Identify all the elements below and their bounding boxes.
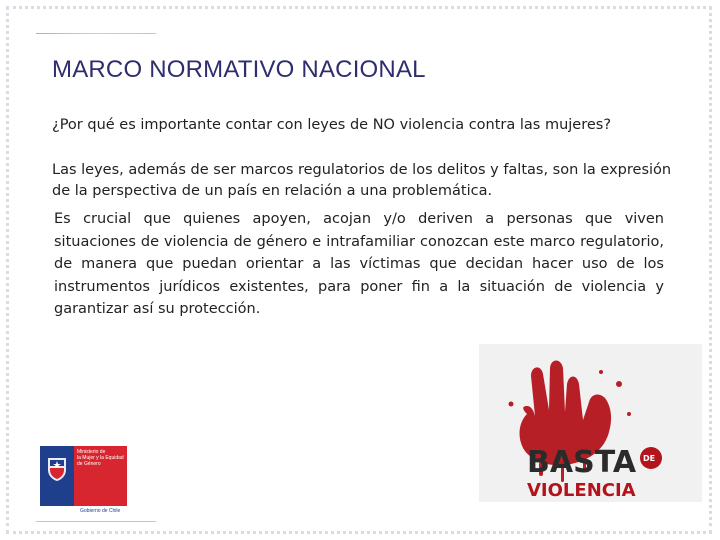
intro-question: ¿Por qué es importante contar con leyes de NO violencia contra las mujeres? xyxy=(52,117,612,133)
logo-line-2: la Mujer y la Equidad xyxy=(77,455,124,461)
logo-line-3: de Género xyxy=(77,461,101,467)
logo-blue-block xyxy=(40,446,74,506)
basta-de-violencia-image xyxy=(479,344,702,502)
paragraph-laws: Las leyes, además de ser marcos regulatorios de los delitos y faltas, son la expresión de la perspectiva de un país en relación a una problemática. xyxy=(52,162,672,199)
paragraph-importance: Es crucial que quienes apoyen, acojan y/o deriven a personas que viven situaciones de violencia de género e intrafamiliar conozcan este marco regulatorio, de manera que puedan orientar a las víctimas que decidan hacer uso de los instrumentos jurídicos existentes, para poner fin a la situación de violencia y garantizar así su protección. xyxy=(54,211,664,317)
slide-title: MARCO NORMATIVO NACIONAL xyxy=(52,56,426,83)
logo-text xyxy=(77,449,125,467)
campaign-graphic xyxy=(479,344,702,502)
coat-of-arms-icon xyxy=(46,456,68,482)
bottom-accent-rule xyxy=(36,521,156,522)
basta-word: BASTA xyxy=(527,445,637,480)
top-accent-rule xyxy=(36,33,156,34)
logo-red-block xyxy=(74,446,127,506)
logo-line-1: Ministerio de xyxy=(77,449,106,455)
logo-subtitle: Gobierno de Chile xyxy=(80,508,121,514)
ministry-logo xyxy=(40,446,127,522)
de-word: DE xyxy=(643,454,656,463)
violencia-word: VIOLENCIA xyxy=(527,480,636,501)
